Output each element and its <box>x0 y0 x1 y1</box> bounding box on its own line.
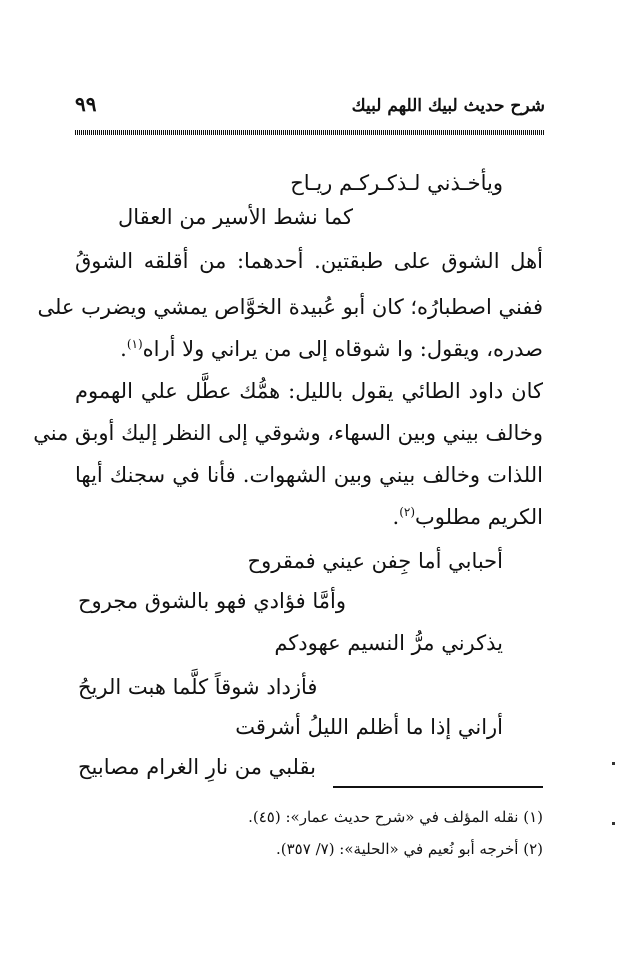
header-rule <box>75 130 545 135</box>
prose-line: أهل الشوق على طبقتين. أحدهما: من أقلقه الشوقُ <box>75 249 543 273</box>
verse-line: فأزداد شوقاً كلَّما هبت الريحُ <box>78 675 318 699</box>
prose-text: صدره، ويقول: وا شوقاه إلى من يراني ولا أراه <box>142 337 543 361</box>
verse-line: أراني إذا ما أظلم الليلُ أشرقت <box>235 715 503 739</box>
prose-text: الكريم مطلوب <box>415 505 543 529</box>
verse-line: وأمَّا فؤادي فهو بالشوق مجروح <box>78 589 347 613</box>
verse-line: يذكرني مرُّ النسيم عهودكم <box>274 631 503 655</box>
footnote-ref: (٢) <box>399 505 416 519</box>
verse-line: بقلبي من نارِ الغرام مصابيح <box>78 755 316 779</box>
period: . <box>120 337 127 361</box>
scan-mark <box>612 822 615 825</box>
footnote: (٢) أخرجه أبو نُعيم في «الحلية»: (٧/ ٣٥٧). <box>276 840 543 858</box>
period: . <box>392 505 400 529</box>
page-number: ٩٩ <box>75 92 97 116</box>
prose-line <box>75 334 543 364</box>
verse-line: أحبابي أما جِفن عيني فمقروح <box>247 549 503 573</box>
verse-line: كما نشط الأسير من العقال <box>118 205 353 229</box>
running-title: شرح حديث لبيك اللهم لبيك <box>351 96 545 116</box>
prose-line: كان داود الطائي يقول بالليل: همُّك عطَّل علي الهموم <box>75 379 543 403</box>
prose-line: ففني اصطبارُه؛ كان أبو عُبيدة الخوَّاص يمشي ويضرب على <box>37 295 543 319</box>
prose-line: اللذات وخالف بيني وبين الشهوات. فأنا في سجنك أيها <box>75 463 543 487</box>
footnote-rule <box>333 786 543 788</box>
prose-line <box>75 502 543 532</box>
page-header <box>75 92 545 126</box>
footnote-ref: (١) <box>126 337 143 351</box>
prose-line: وخالف بيني وبين السهاء، وشوقي إلى النظر إليك أوبق مني <box>33 421 543 445</box>
verse-line: ويأخـذني لـذكـركـم ريـاح <box>290 171 503 195</box>
footnote: (١) نقله المؤلف في «شرح حديث عمار»: (٤٥). <box>248 808 543 826</box>
scan-mark <box>612 762 615 765</box>
